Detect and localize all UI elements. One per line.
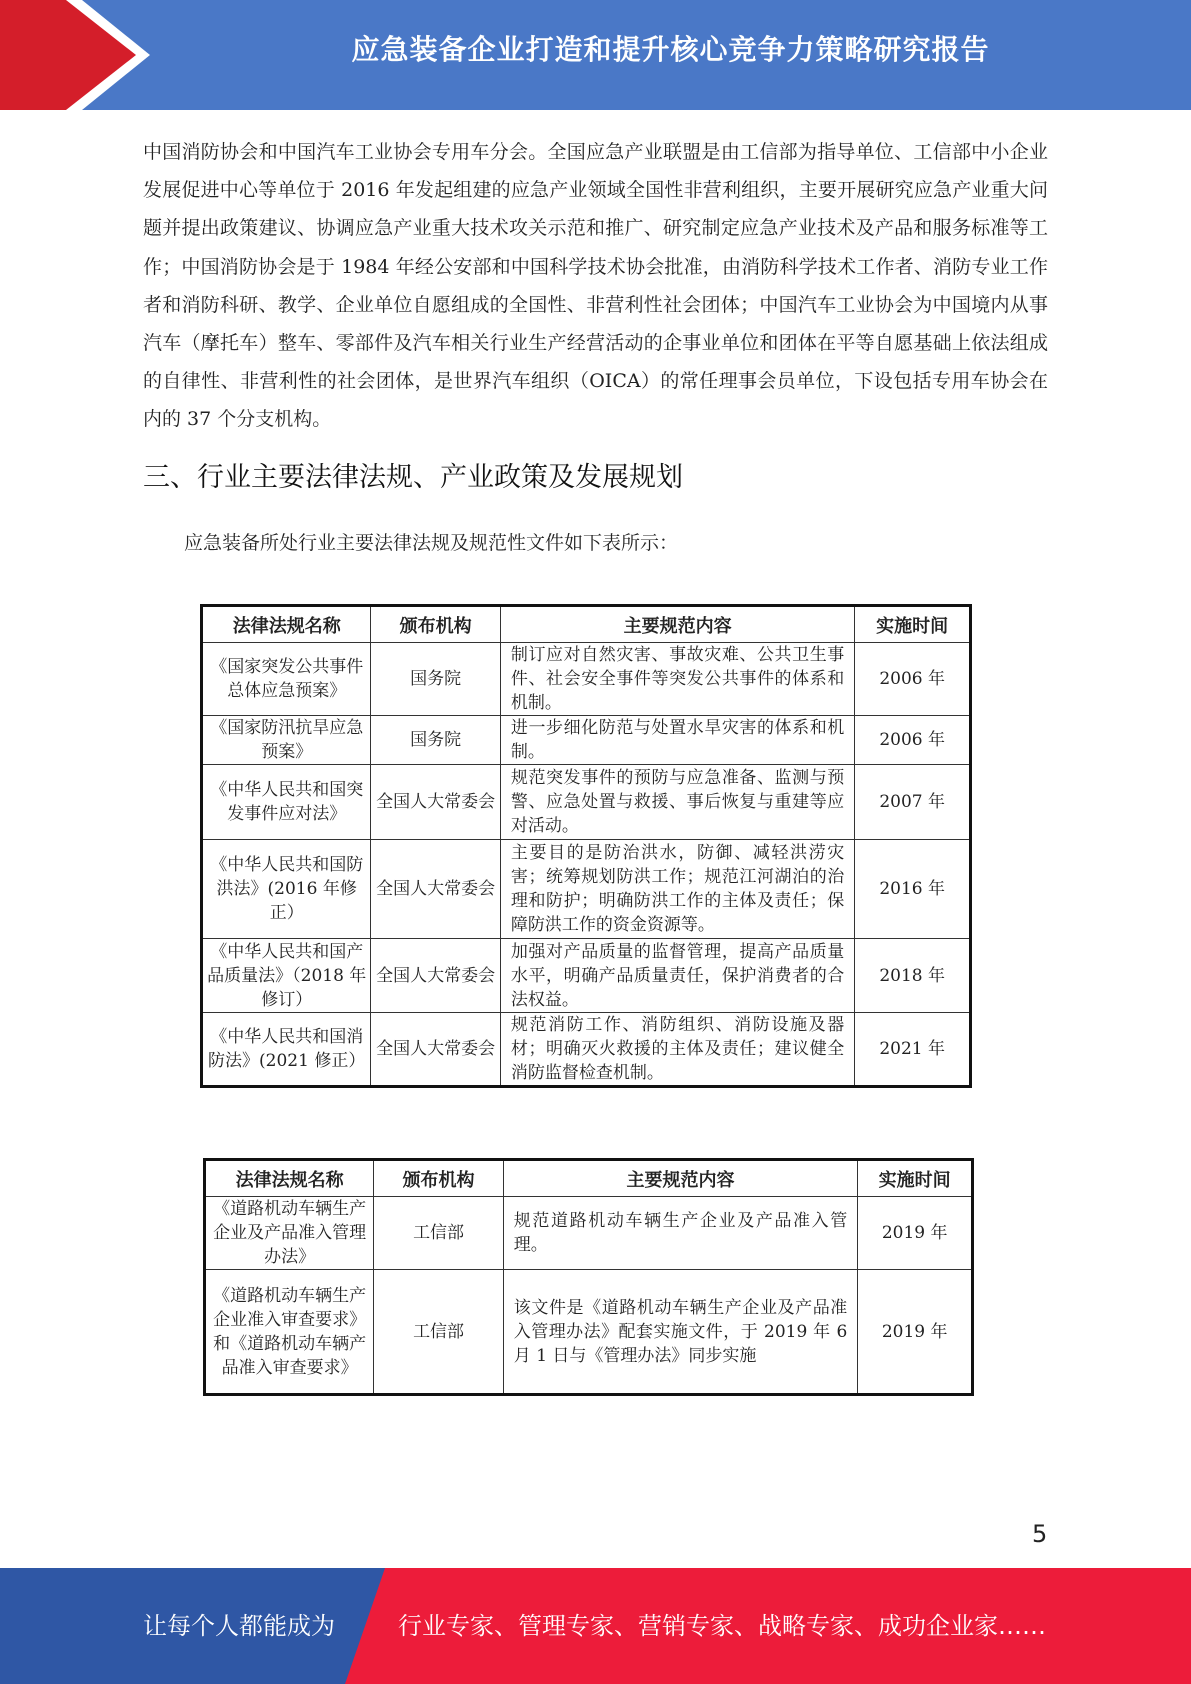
law-content: 加强对产品质量的监督管理，提高产品质量水平，明确产品质量责任，保护消费者的合法权益。 xyxy=(500,939,854,1013)
law-name: 《中华人民共和国消防法》(2021 修正） xyxy=(202,1013,371,1087)
col-header-content: 主要规范内容 xyxy=(500,606,854,643)
law-table-2 xyxy=(203,1158,974,1396)
law-agency: 全国人大常委会 xyxy=(371,939,500,1013)
law-date: 2007 年 xyxy=(855,765,971,840)
table-row xyxy=(202,1013,971,1087)
table-header-row xyxy=(202,606,971,643)
table-row xyxy=(202,840,971,939)
table-row xyxy=(202,939,971,1013)
footer-slogan-left: 让每个人都能成为 xyxy=(143,1612,335,1640)
law-content: 规范突发事件的预防与应急准备、监测与预警、应急处置与救援、事后恢复与重建等应对活动。 xyxy=(500,765,854,840)
law-content: 该文件是《道路机动车辆生产企业及产品准入管理办法》配套实施文件，于 2019 年 6 月 1 日与《管理办法》同步实施 xyxy=(503,1270,858,1395)
intro-text: 应急装备所处行业主要法律法规及规范性文件如下表所示： xyxy=(184,532,679,554)
law-agency: 全国人大常委会 xyxy=(371,1013,500,1087)
law-agency: 工信部 xyxy=(374,1197,503,1270)
law-agency: 国务院 xyxy=(371,716,500,765)
law-content: 制订应对自然灾害、事故灾难、公共卫生事件、社会安全事件等突发公共事件的体系和机制。 xyxy=(500,643,854,716)
section-heading: 三、行业主要法律法规、产业政策及发展规划 xyxy=(143,462,683,493)
law-date: 2018 年 xyxy=(855,939,971,1013)
law-agency: 全国人大常委会 xyxy=(371,765,500,840)
table-row xyxy=(205,1270,973,1395)
law-name: 《道路机动车辆生产企业准入审查要求》和《道路机动车辆产品准入审查要求》 xyxy=(205,1270,374,1395)
law-content: 进一步细化防范与处置水旱灾害的体系和机制。 xyxy=(500,716,854,765)
law-table-1 xyxy=(200,604,972,1088)
law-content: 规范消防工作、消防组织、消防设施及器材；明确灭火救援的主体及责任；建议健全消防监督检查机制。 xyxy=(500,1013,854,1087)
law-date: 2006 年 xyxy=(855,643,971,716)
law-name: 《国家突发公共事件总体应急预案》 xyxy=(202,643,371,716)
page-number: 5 xyxy=(1032,1520,1048,1548)
law-agency: 全国人大常委会 xyxy=(371,840,500,939)
table-header-row xyxy=(205,1160,973,1197)
law-content: 主要目的是防治洪水，防御、减轻洪涝灾害；统筹规划防洪工作；规范江河湖泊的治理和防护；明确防洪工作的主体及责任；保障防洪工作的资金资源等。 xyxy=(500,840,854,939)
law-date: 2019 年 xyxy=(858,1270,973,1395)
law-date: 2021 年 xyxy=(855,1013,971,1087)
table-row xyxy=(205,1197,973,1270)
law-date: 2019 年 xyxy=(858,1197,973,1270)
col-header-date: 实施时间 xyxy=(858,1160,973,1197)
page-footer xyxy=(0,1568,1191,1684)
law-name: 《中华人民共和国产品质量法》（2018 年修订） xyxy=(202,939,371,1013)
col-header-name: 法律法规名称 xyxy=(205,1160,374,1197)
table-row xyxy=(202,716,971,765)
law-name: 《中华人民共和国突发事件应对法》 xyxy=(202,765,371,840)
law-name: 《道路机动车辆生产企业及产品准入管理办法》 xyxy=(205,1197,374,1270)
header-chevron-red xyxy=(0,0,136,110)
body-paragraph: 中国消防协会和中国汽车工业协会专用车分会。全国应急产业联盟是由工信部为指导单位、工信部中小企业发展促进中心等单位于 2016 年发起组建的应急产业领域全国性非营利组织，主要开展研究应急产业重大问题并提出政策建议、协调应急产业重大技术攻关示范和推广、研究制定应急产业技术及产品和服务标准等工作；中国消防协会是于 1984 年经公安部和中国科学技术协会批准，由消防科学技术工作者、消防专业工作者和消防科研、教学、企业单位自愿组成的全国性、非营利性社会团体；中国汽车工业协会为中国境内从事汽车（摩托车）整车、零部件及汽车相关行业生产经营活动的企事业单位和团体在平等自愿基础上依法组成的自律性、非营利性的社会团体，是世界汽车组织（OICA）的常任理事会员单位，下设包括专用车协会在内的 37 个分支机构。 xyxy=(143,141,1048,431)
table-row xyxy=(202,765,971,840)
law-agency: 工信部 xyxy=(374,1270,503,1395)
law-name: 《中华人民共和国防洪法》(2016 年修正） xyxy=(202,840,371,939)
footer-slogan-right: 行业专家、管理专家、营销专家、战略专家、成功企业家…… xyxy=(398,1612,1046,1640)
law-date: 2016 年 xyxy=(855,840,971,939)
col-header-agency: 颁布机构 xyxy=(371,606,500,643)
page-header xyxy=(0,0,1191,110)
col-header-name: 法律法规名称 xyxy=(202,606,371,643)
col-header-agency: 颁布机构 xyxy=(374,1160,503,1197)
law-agency: 国务院 xyxy=(371,643,500,716)
col-header-content: 主要规范内容 xyxy=(503,1160,858,1197)
law-content: 规范道路机动车辆生产企业及产品准入管理。 xyxy=(503,1197,858,1270)
law-name: 《国家防汛抗旱应急预案》 xyxy=(202,716,371,765)
header-title: 应急装备企业打造和提升核心竞争力策略研究报告 xyxy=(351,33,990,66)
table-row xyxy=(202,643,971,716)
law-date: 2006 年 xyxy=(855,716,971,765)
col-header-date: 实施时间 xyxy=(855,606,971,643)
